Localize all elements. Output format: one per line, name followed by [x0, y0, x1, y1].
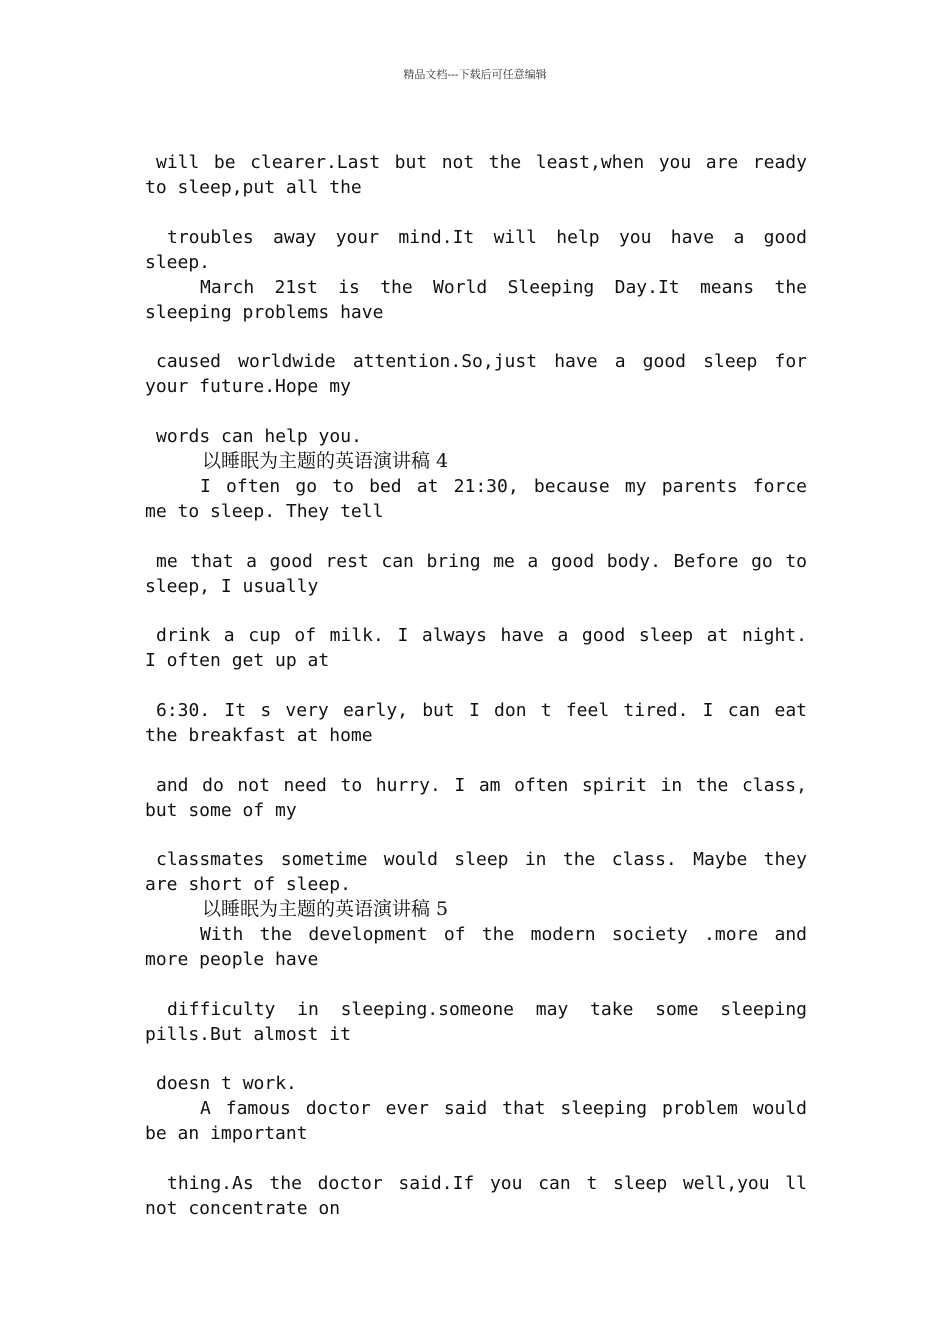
- text-line: March 21st is the World Sleeping Day.It means the: [200, 277, 807, 298]
- text-line: classmates sometime would sleep in the class. Maybe they: [156, 849, 807, 870]
- text-line: to sleep,put all the: [145, 177, 362, 198]
- text-line: and do not need to hurry. I am often spirit in the class,: [156, 775, 807, 796]
- section-heading: 以睡眠为主题的英语演讲稿 5: [202, 898, 449, 920]
- text-line: thing.As the doctor said.If you can t sleep well,you ll: [167, 1173, 807, 1194]
- text-line: the breakfast at home: [145, 725, 373, 746]
- text-line: but some of my: [145, 800, 297, 821]
- section-heading: 以睡眠为主题的英语演讲稿 4: [202, 450, 449, 472]
- text-line: words can help you.: [156, 426, 362, 447]
- text-line: troubles away your mind.It will help you have a good: [167, 227, 807, 248]
- text-line: me that a good rest can bring me a good body. Before go to: [156, 551, 807, 572]
- text-line: be an important: [145, 1123, 308, 1144]
- text-line: I often go to bed at 21:30, because my parents force: [200, 476, 807, 497]
- text-line: difficulty in sleeping.someone may take some sleeping: [167, 999, 807, 1020]
- text-line: doesn t work.: [156, 1073, 297, 1094]
- text-line: drink a cup of milk. I always have a good sleep at night.: [156, 625, 807, 646]
- text-line: more people have: [145, 949, 319, 970]
- text-line: will be clearer.Last but not the least,when you are ready: [156, 152, 807, 173]
- text-line: me to sleep. They tell: [145, 501, 384, 522]
- text-line: are short of sleep.: [145, 874, 351, 895]
- text-line: With the development of the modern society .more and: [200, 924, 807, 945]
- text-line: not concentrate on: [145, 1198, 341, 1219]
- text-line: I often get up at: [145, 650, 330, 671]
- text-line: sleep, I usually: [145, 576, 319, 597]
- page-header: 精品文档---下载后可任意编辑: [403, 68, 547, 81]
- text-line: sleep.: [145, 252, 211, 273]
- text-line: sleeping problems have: [145, 302, 384, 323]
- text-line: your future.Hope my: [145, 376, 351, 397]
- text-line: 6:30. It s very early, but I don t feel tired. I can eat: [156, 700, 807, 721]
- text-line: caused worldwide attention.So,just have a good sleep for: [156, 351, 807, 372]
- text-line: pills.But almost it: [145, 1024, 351, 1045]
- text-line: A famous doctor ever said that sleeping problem would: [200, 1098, 807, 1119]
